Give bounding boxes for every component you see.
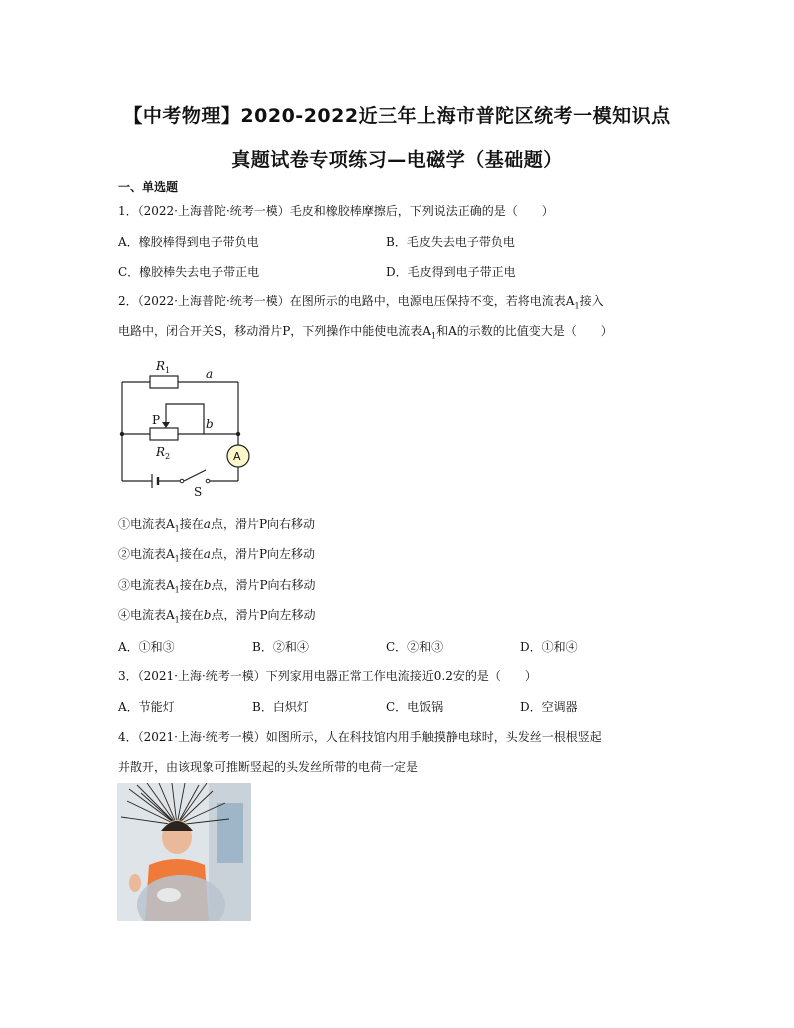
q2-option-a: A．①和③ [118, 640, 175, 654]
q2-statement-3 [118, 577, 316, 598]
document-title-line-1: 【中考物理】2020-2022近三年上海市普陀区统考一模知识点 [123, 105, 671, 127]
q3-option-a: A．节能灯 [118, 700, 175, 714]
q2-statement-4 [118, 607, 316, 628]
q2-statement-2 [118, 546, 315, 567]
slider-arrow [162, 422, 170, 428]
q1-stem: 1．（2022·上海普陀·统考一模）毛皮和橡胶棒摩擦后，下列说法正确的是（ ） [118, 204, 554, 218]
statement-text: 接在 [179, 547, 204, 561]
q2-stem-text: 电路中，闭合开关S，移动滑片P，下列操作中能使电流表A [118, 324, 431, 338]
q1-option-b: B．毛皮失去电子带负电 [386, 235, 515, 249]
statement-text: 点，滑片P向右移动 [210, 517, 316, 531]
resistor-r1 [150, 376, 178, 388]
q3-option-d: D．空调器 [520, 700, 578, 714]
section-heading: 一、单选题 [118, 180, 179, 194]
label-a: a [206, 367, 214, 381]
label-b: b [206, 417, 214, 431]
statement-sub: 1 [174, 554, 180, 564]
statement-text: ②电流表A [118, 547, 175, 561]
static-electricity-photo [117, 783, 251, 921]
label-switch: S [194, 485, 203, 499]
q1-option-d: D．毛皮得到电子带正电 [386, 265, 516, 279]
statement-text: ③电流表A [118, 578, 175, 592]
q3-option-c: C．电饭锅 [386, 700, 444, 714]
statement-sub: 1 [174, 524, 180, 534]
q2-subscript: 1 [430, 331, 437, 341]
q2-subscript: 1 [574, 301, 580, 311]
q2-stem-line-1 [118, 293, 604, 314]
q2-stem-text: 接入 [579, 294, 604, 308]
q4-stem-line-2: 并散开，由该现象可推断竖起的头发丝所带的电荷一定是 [118, 760, 419, 774]
document-title-line-2: 真题试卷专项练习—电磁学（基础题） [231, 149, 563, 171]
switch-blade [184, 470, 206, 481]
q4-stem-line-1: 4．（2021·上海·统考一模）如图所示，人在科技馆内用手触摸静电球时，头发丝一根根竖起 [118, 730, 602, 744]
q2-stem-text: 和A的示数的比值变大是（ ） [436, 324, 613, 338]
q2-statement-1 [118, 516, 315, 537]
statement-sub: 1 [174, 615, 180, 625]
photo-window [217, 803, 243, 863]
junction-dot [120, 432, 124, 436]
label-ammeter: A [233, 450, 241, 463]
label-r2: R [156, 445, 166, 459]
statement-text: 点，滑片P向左移动 [211, 608, 316, 622]
slider-wire [166, 404, 204, 434]
statement-text: 接在 [179, 608, 204, 622]
statement-text: ④电流表A [118, 608, 175, 622]
statement-point: a [203, 547, 211, 561]
statement-text: ①电流表A [118, 517, 175, 531]
junction-dot [236, 432, 240, 436]
q2-option-d: D．①和④ [520, 640, 578, 654]
statement-text: 接在 [179, 578, 204, 592]
statement-text: 点，滑片P向右移动 [211, 578, 316, 592]
hand [129, 874, 141, 892]
q3-option-b: B．白炽灯 [252, 700, 309, 714]
q3-stem: 3．（2021·上海·统考一模）下列家用电器正常工作电流接近0.2安的是（ ） [118, 669, 537, 683]
label-r2-sub: 2 [165, 452, 171, 461]
label-r1: R [156, 359, 166, 373]
statement-sub: 1 [174, 585, 180, 595]
ball-highlight [157, 888, 181, 902]
label-r1-sub: 1 [165, 366, 171, 375]
statement-point: b [203, 578, 212, 592]
q2-stem-line-2 [118, 323, 613, 344]
q1-option-a: A．橡胶棒得到电子带负电 [118, 235, 259, 249]
circuit-diagram [112, 352, 262, 502]
q1-option-c: C．橡胶棒失去电子带正电 [118, 265, 260, 279]
statement-point: a [203, 517, 211, 531]
statement-text: 接在 [179, 517, 204, 531]
statement-text: 点，滑片P向左移动 [210, 547, 316, 561]
statement-point: b [203, 608, 212, 622]
switch-contact [206, 479, 210, 483]
label-p: P [152, 413, 161, 427]
q2-option-b: B．②和④ [252, 640, 309, 654]
q2-option-c: C．②和③ [386, 640, 444, 654]
q2-stem-text: 2．（2022·上海普陀·统考一模）在图所示的电路中，电源电压保持不变，若将电流表A [118, 294, 575, 308]
switch-contact [180, 479, 184, 483]
resistor-r2 [150, 428, 178, 440]
